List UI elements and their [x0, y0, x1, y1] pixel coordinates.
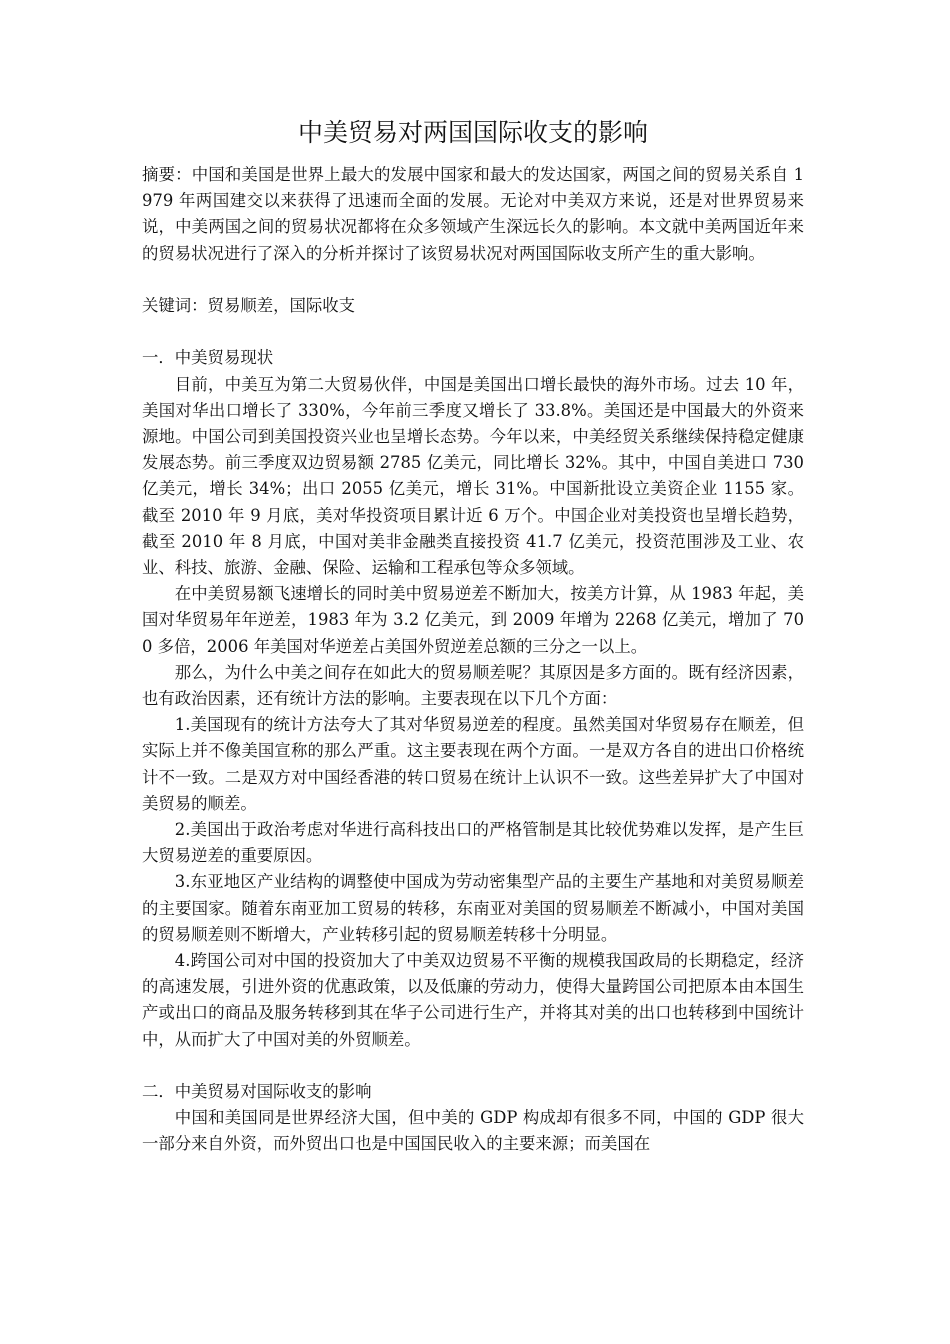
keywords-line: 关键词：贸易顺差，国际收支: [142, 296, 356, 315]
document-title: 中美贸易对两国国际收支的影响: [297, 118, 648, 147]
spacer: [142, 319, 804, 345]
list-item-paragraph: 4.跨国公司对中国的投资加大了中美双边贸易不平衡的规模我国政局的长期稳定，经济的高速发展，引进外资的优惠政策，以及低廉的劳动力，使得大量跨国公司把原本由本国生产或出口的商品及服务转移到其在华子公司进行生产，并将其对美的出口也转移到中国统计中，从而扩大了中国对美的外贸顺差。: [142, 951, 804, 1049]
body-paragraph: 那么，为什么中美之间存在如此大的贸易顺差呢？其原因是多方面的。既有经济因素，也有政治因素，还有统计方法的影响。主要表现在以下几个方面：: [142, 662, 804, 709]
list-item-paragraph: 3.东亚地区产业结构的调整使中国成为劳动密集型产品的主要生产基地和对美贸易顺差的主要国家。随着东南亚加工贸易的转移，东南亚对美国的贸易顺差不断减小，中国对美国的贸易顺差则不断增大，产业转移引起的贸易顺差转移十分明显。: [142, 872, 804, 944]
body-paragraph: 在中美贸易额飞速增长的同时美中贸易逆差不断加大，按美方计算，从 1983 年起，美国对华贸易年年逆差，1983 年为 3.2 亿美元，到 2009 年增为 2268 亿美元，增加了 700 多倍，2006 年美国对华逆差占美国外贸逆差总额的三分之一以上。: [142, 584, 804, 656]
list-item-paragraph: 2.美国出于政治考虑对华进行高科技出口的严格管制是其比较优势难以发挥，是产生巨大贸易逆差的重要原因。: [142, 820, 804, 866]
abstract-paragraph: 摘要：中国和美国是世界上最大的发展中国家和最大的发达国家，两国之间的贸易关系自 1979 年两国建交以来获得了迅速而全面的发展。无论对中美双方来说，还是对世界贸易来说，中美两国之间的贸易状况都将在众多领域产生深远长久的影响。本文就中美两国近年来的贸易状况进行了深入的分析并探讨了该贸易状况对两国国际收支所产生的重大影响。: [142, 165, 804, 263]
section-heading-2: 二．中美贸易对国际收支的影响: [142, 1082, 372, 1102]
body-paragraph: 目前，中美互为第二大贸易伙伴，中国是美国出口增长最快的海外市场。过去 10 年，美国对华出口增长了 330%，今年前三季度又增长了 33.8%。美国还是中国最大的外资来源地。中国公司到美国投资兴业也呈增长态势。今年以来，中美经贸关系继续保持稳定健康发展态势。前三季度双边贸易额 2785 亿美元，同比增长 32%。其中，中国自美进口 730 亿美元，增长 34%；出口 2055 亿美元，增长 31%。中国新批设立美资企业 1155 家。截至 2010 年 9 月底，美对华投资项目累计近 6 万个。中国企业对美投资也呈增长趋势，截至 2010 年 8 月底，中国对美非金融类直接投资 41.7 亿美元，投资范围涉及工业、农业、科技、旅游、金融、保险、运输和工程承包等众多领域。: [142, 374, 804, 578]
spacer: [142, 1053, 804, 1079]
body-paragraph: 中国和美国同是世界经济大国，但中美的 GDP 构成却有很多不同，中国的 GDP 很大一部分来自外资，而外贸出口也是中国国民收入的主要来源；而美国在: [142, 1108, 804, 1154]
section-heading-1: 一．中美贸易现状: [142, 348, 274, 368]
spacer: [142, 267, 804, 293]
list-item-paragraph: 1.美国现有的统计方法夸大了其对华贸易逆差的程度。虽然美国对华贸易存在顺差，但实际上并不像美国宣称的那么严重。这主要表现在两个方面。一是双方各自的进出口价格统计不一致。二是双方对中国经香港的转口贸易在统计上认识不一致。这些差异扩大了中国对美贸易的顺差。: [142, 715, 804, 813]
